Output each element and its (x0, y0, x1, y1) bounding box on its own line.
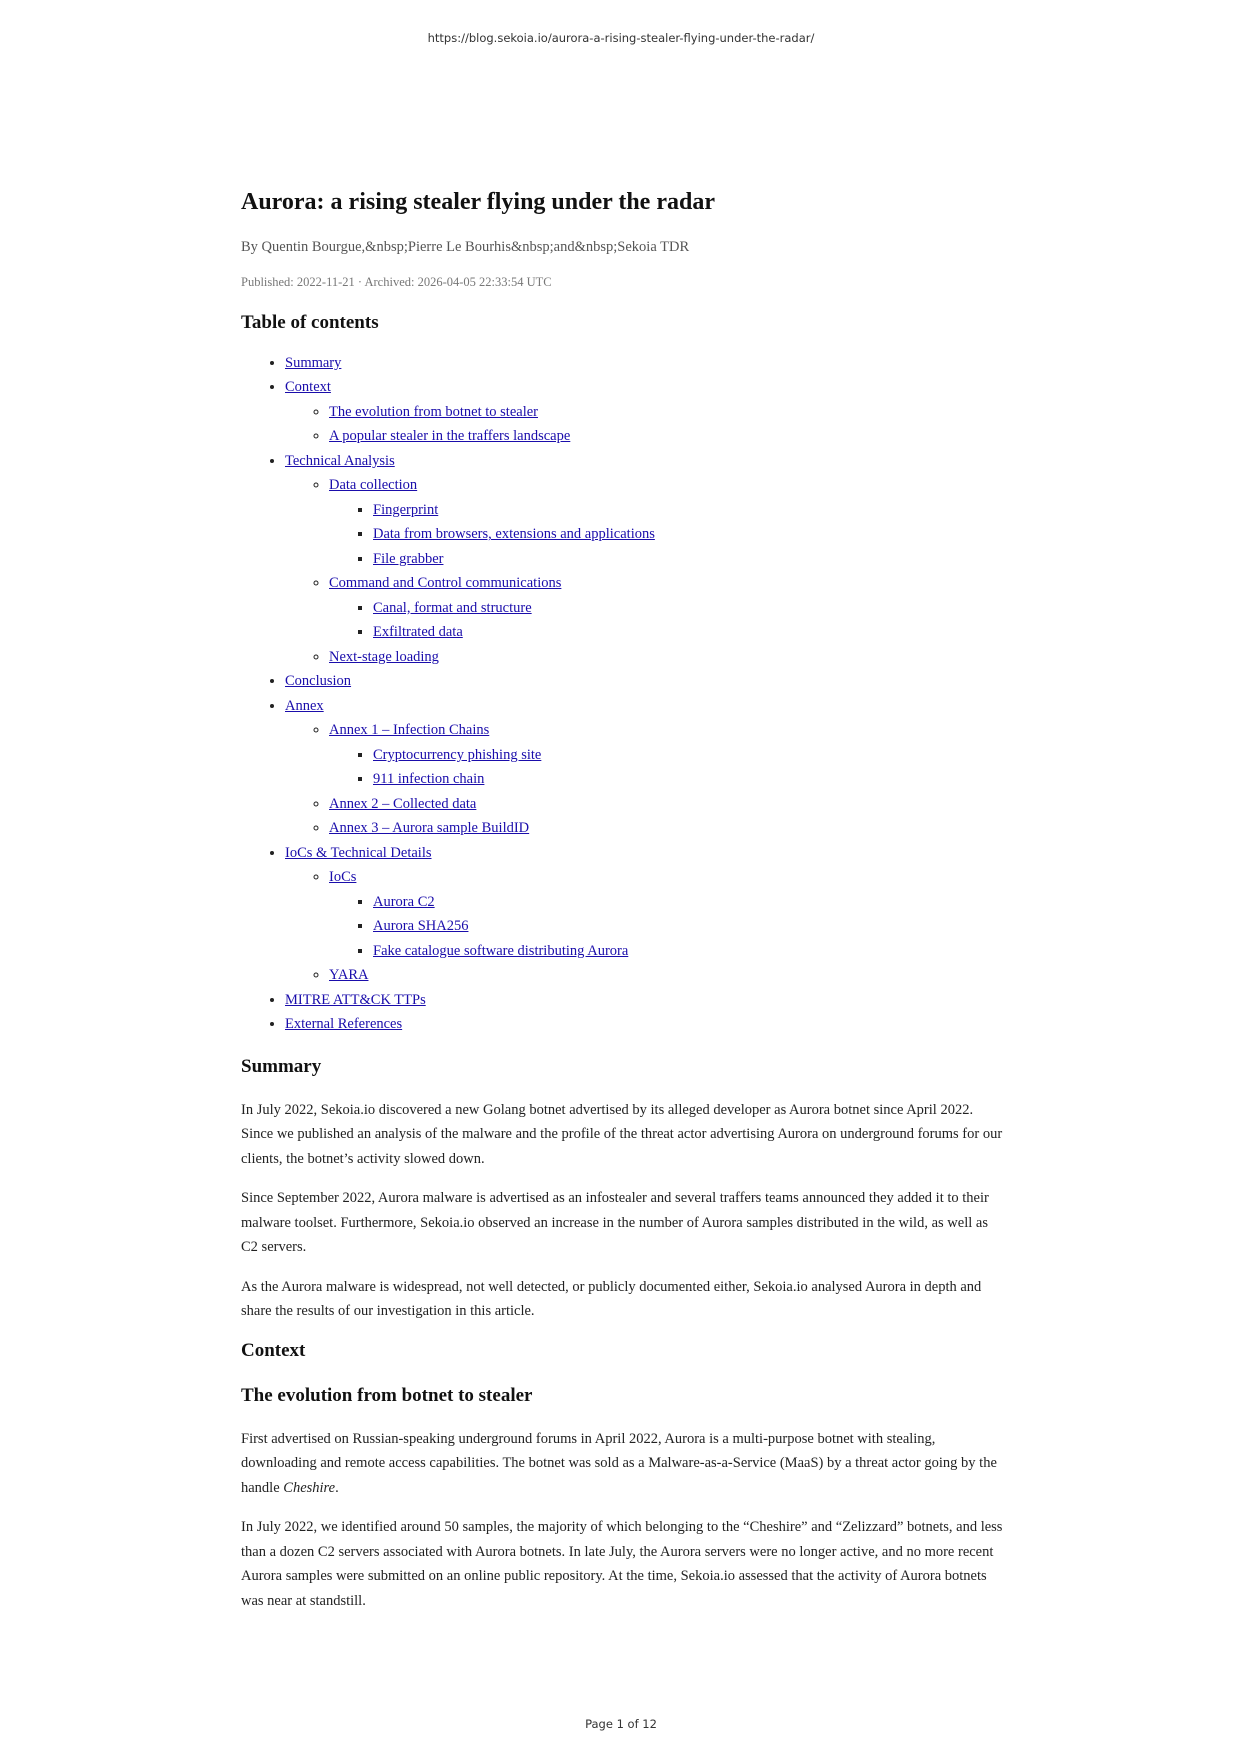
toc-item (373, 743, 1006, 768)
toc-link-annex2[interactable]: Annex 2 – Collected data (329, 795, 477, 812)
page-number-footer: Page 1 of 12 (585, 1717, 657, 1731)
toc-link-conclusion[interactable]: Conclusion (285, 673, 352, 690)
article-meta: Published: 2022-11-21 · Archived: 2026-04-05 22:33:54 UTC (241, 274, 552, 289)
toc-item (285, 1012, 1006, 1037)
toc-item (285, 694, 1006, 841)
toc-link-aurora-c2[interactable]: Aurora C2 (373, 893, 435, 910)
toc-item (373, 547, 1006, 572)
page-url-header: https://blog.sekoia.io/aurora-a-rising-stealer-flying-under-the-radar/ (427, 31, 815, 45)
toc-item (285, 841, 1006, 988)
evolution-heading: The evolution from botnet to stealer (241, 1384, 533, 1406)
toc-link-yara[interactable]: YARA (329, 967, 369, 984)
toc-item (329, 645, 1006, 670)
summary-paragraph-1: In July 2022, Sekoia.io discovered a new Golang botnet advertised by its alleged developer as Aurora botnet since April 2022. Since we published an analysis of the malware and the profile of the threat actor advertising Aurora on underground forums for our clients, the botnet’s activity slowed down. (241, 1101, 1003, 1167)
summary-paragraph-2: Since September 2022, Aurora malware is advertised as an infostealer and several traffers teams announced they added it to their malware toolset. Furthermore, Sekoia.io observed an increase in the number of Aurora samples distributed in the wild, as well as C2 servers. (241, 1190, 989, 1256)
toc-link-data-collection[interactable]: Data collection (329, 477, 418, 494)
article-byline: By Quentin Bourgue,&nbsp;Pierre Le Bourhis&nbsp;and&nbsp;Sekoia TDR (241, 238, 690, 255)
toc-link-technical[interactable]: Technical Analysis (285, 452, 395, 469)
toc-item (329, 571, 1006, 645)
toc-link-evolution[interactable]: The evolution from botnet to stealer (329, 403, 538, 420)
toc-item (329, 816, 1006, 841)
toc-item (329, 792, 1006, 817)
toc-item (373, 890, 1006, 915)
toc-link-911[interactable]: 911 infection chain (373, 771, 485, 788)
toc-item (329, 473, 1006, 571)
toc-link-file-grabber[interactable]: File grabber (373, 550, 444, 567)
toc-link-iocs[interactable]: IoCs (329, 869, 357, 886)
toc-item (285, 449, 1006, 670)
toc-item (285, 988, 1006, 1013)
context-paragraph-2: In July 2022, we identified around 50 samples, the majority of which belonging to the “Cheshire” and “Zelizzard” botnets, and less than a dozen C2 servers associated with Aurora botnets. In late July, the Aurora servers were no longer active, and no more recent Aurora samples were submitted on an online public repository. At the time, Sekoia.io assessed that the activity of Aurora botnets was near at standstill. (241, 1519, 1003, 1609)
toc-link-annex1[interactable]: Annex 1 – Infection Chains (329, 722, 490, 739)
article-content (241, 188, 1006, 1628)
context-paragraph-1: First advertised on Russian-speaking underground forums in April 2022, Aurora is a multi-purpose botnet with stealing, downloading and remote access capabilities. The botnet was sold as a Malware-as-a-Service (MaaS) by a threat actor going by the handle Cheshire. (241, 1430, 997, 1496)
toc-link-iocs-tech[interactable]: IoCs & Technical Details (285, 844, 432, 861)
toc-link-exfiltrated[interactable]: Exfiltrated data (373, 624, 463, 641)
toc-link-browsers[interactable]: Data from browsers, extensions and applications (373, 526, 655, 543)
toc-link-summary[interactable]: Summary (285, 354, 342, 371)
toc-item (329, 718, 1006, 792)
toc-item (373, 620, 1006, 645)
toc-link-fingerprint[interactable]: Fingerprint (373, 501, 439, 518)
toc-item (373, 767, 1006, 792)
toc-link-next-stage[interactable]: Next-stage loading (329, 648, 439, 665)
toc-link-annex[interactable]: Annex (285, 697, 324, 714)
toc-item (373, 914, 1006, 939)
toc-item (373, 522, 1006, 547)
toc-item (329, 400, 1006, 425)
toc-item (329, 424, 1006, 449)
toc-link-external[interactable]: External References (285, 1016, 403, 1033)
article-title: Aurora: a rising stealer flying under the radar (241, 189, 715, 215)
summary-heading: Summary (241, 1055, 322, 1077)
toc-item (373, 498, 1006, 523)
toc-item (285, 669, 1006, 694)
summary-paragraph-3: As the Aurora malware is widespread, not well detected, or publicly documented either, Sekoia.io analysed Aurora in depth and share the results of our investigation in this article. (241, 1278, 982, 1320)
toc-heading: Table of contents (241, 311, 379, 333)
toc-item (285, 375, 1006, 449)
toc-item (373, 939, 1006, 964)
context-heading: Context (241, 1339, 306, 1361)
toc-link-mitre[interactable]: MITRE ATT&CK TTPs (285, 991, 426, 1008)
toc-item (329, 963, 1006, 988)
toc-item (285, 351, 1006, 376)
toc-item (373, 596, 1006, 621)
toc-link-crypto[interactable]: Cryptocurrency phishing site (373, 746, 542, 763)
table-of-contents (241, 351, 1006, 1037)
toc-link-canal[interactable]: Canal, format and structure (373, 599, 532, 616)
toc-link-fake-catalogue[interactable]: Fake catalogue software distributing Aurora (373, 942, 629, 959)
toc-link-c2[interactable]: Command and Control communications (329, 575, 562, 592)
toc-link-aurora-sha[interactable]: Aurora SHA256 (373, 918, 469, 935)
toc-item (329, 865, 1006, 963)
toc-link-context[interactable]: Context (285, 379, 331, 396)
handle-cheshire: Cheshire (283, 1479, 336, 1496)
toc-link-annex3[interactable]: Annex 3 – Aurora sample BuildID (329, 820, 530, 837)
toc-link-popular[interactable]: A popular stealer in the traffers landscape (329, 428, 571, 445)
